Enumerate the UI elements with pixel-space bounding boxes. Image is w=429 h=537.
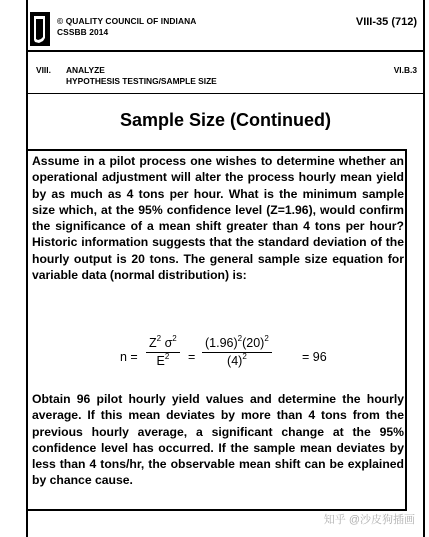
e-symbol: E [156, 354, 165, 368]
exponent: 2 [264, 334, 269, 343]
watermark: 知乎 @沙皮狗插画 [323, 514, 415, 526]
formula-numerator [146, 335, 180, 353]
indiana-state-logo-icon [30, 12, 50, 46]
section-code: VI.B.3 [393, 65, 417, 75]
exponent: 2 [156, 334, 162, 343]
z-value: (1.96) [205, 336, 238, 350]
page-title: Sample Size (Continued) [119, 110, 332, 130]
section-header [26, 52, 425, 94]
copyright-block [57, 16, 196, 38]
exponent: 2 [242, 352, 247, 361]
course-code: CSSBB 2014 [57, 27, 109, 37]
problem-paragraph: Assume in a pilot process one wishes to determine whether an operational adjustment will alter the process hourly mean yield by as much as 4 tons per hour. What is the minimum sample size which, at the 95% confidence level (Z=1.96), would confirm the significance of a mean shift greater than 4 tons per hour? Historic information suggests that the standard deviation of the hourly output is 20 tons. The general sample size equation for variable data (normal distribution) is: [32, 154, 404, 283]
substituted-numerator [202, 335, 272, 353]
exponent: 2 [164, 352, 170, 361]
conclusion-paragraph: Obtain 96 pilot hourly yield values and determine the hourly average. If this mean deviates by more than 4 tons from the previous hourly average, a significant change at the 95% confidence level has occurred. If the sample mean deviates by less than 4 tons/hr, the observable mean shift can be explained by chance cause. [32, 392, 404, 488]
formula-denominator [146, 353, 180, 370]
z-symbol: Z [149, 336, 157, 350]
section-topic: HYPOTHESIS TESTING/SAMPLE SIZE [66, 76, 217, 86]
section-name: ANALYZE [66, 65, 105, 75]
equation-result: = 96 [302, 350, 327, 364]
exponent: 2 [237, 334, 243, 343]
substituted-denominator [202, 353, 272, 370]
copyright-line: © QUALITY COUNCIL OF INDIANA [57, 16, 197, 26]
content-box [26, 149, 407, 511]
equals-sign: = [188, 350, 196, 364]
section-number: VIII. [36, 65, 51, 75]
exponent: 2 [172, 334, 177, 343]
page-number: VIII-35 (712) [355, 16, 417, 28]
equation-lhs: n = [120, 350, 138, 364]
e-value: (4) [227, 354, 243, 368]
section-text [66, 65, 217, 87]
page-header [26, 6, 425, 52]
formula-fraction [146, 335, 180, 370]
sigma-symbol: σ [161, 336, 173, 350]
sample-size-equation [120, 335, 350, 379]
substituted-fraction [202, 335, 272, 370]
sigma-value: (20) [242, 336, 265, 350]
